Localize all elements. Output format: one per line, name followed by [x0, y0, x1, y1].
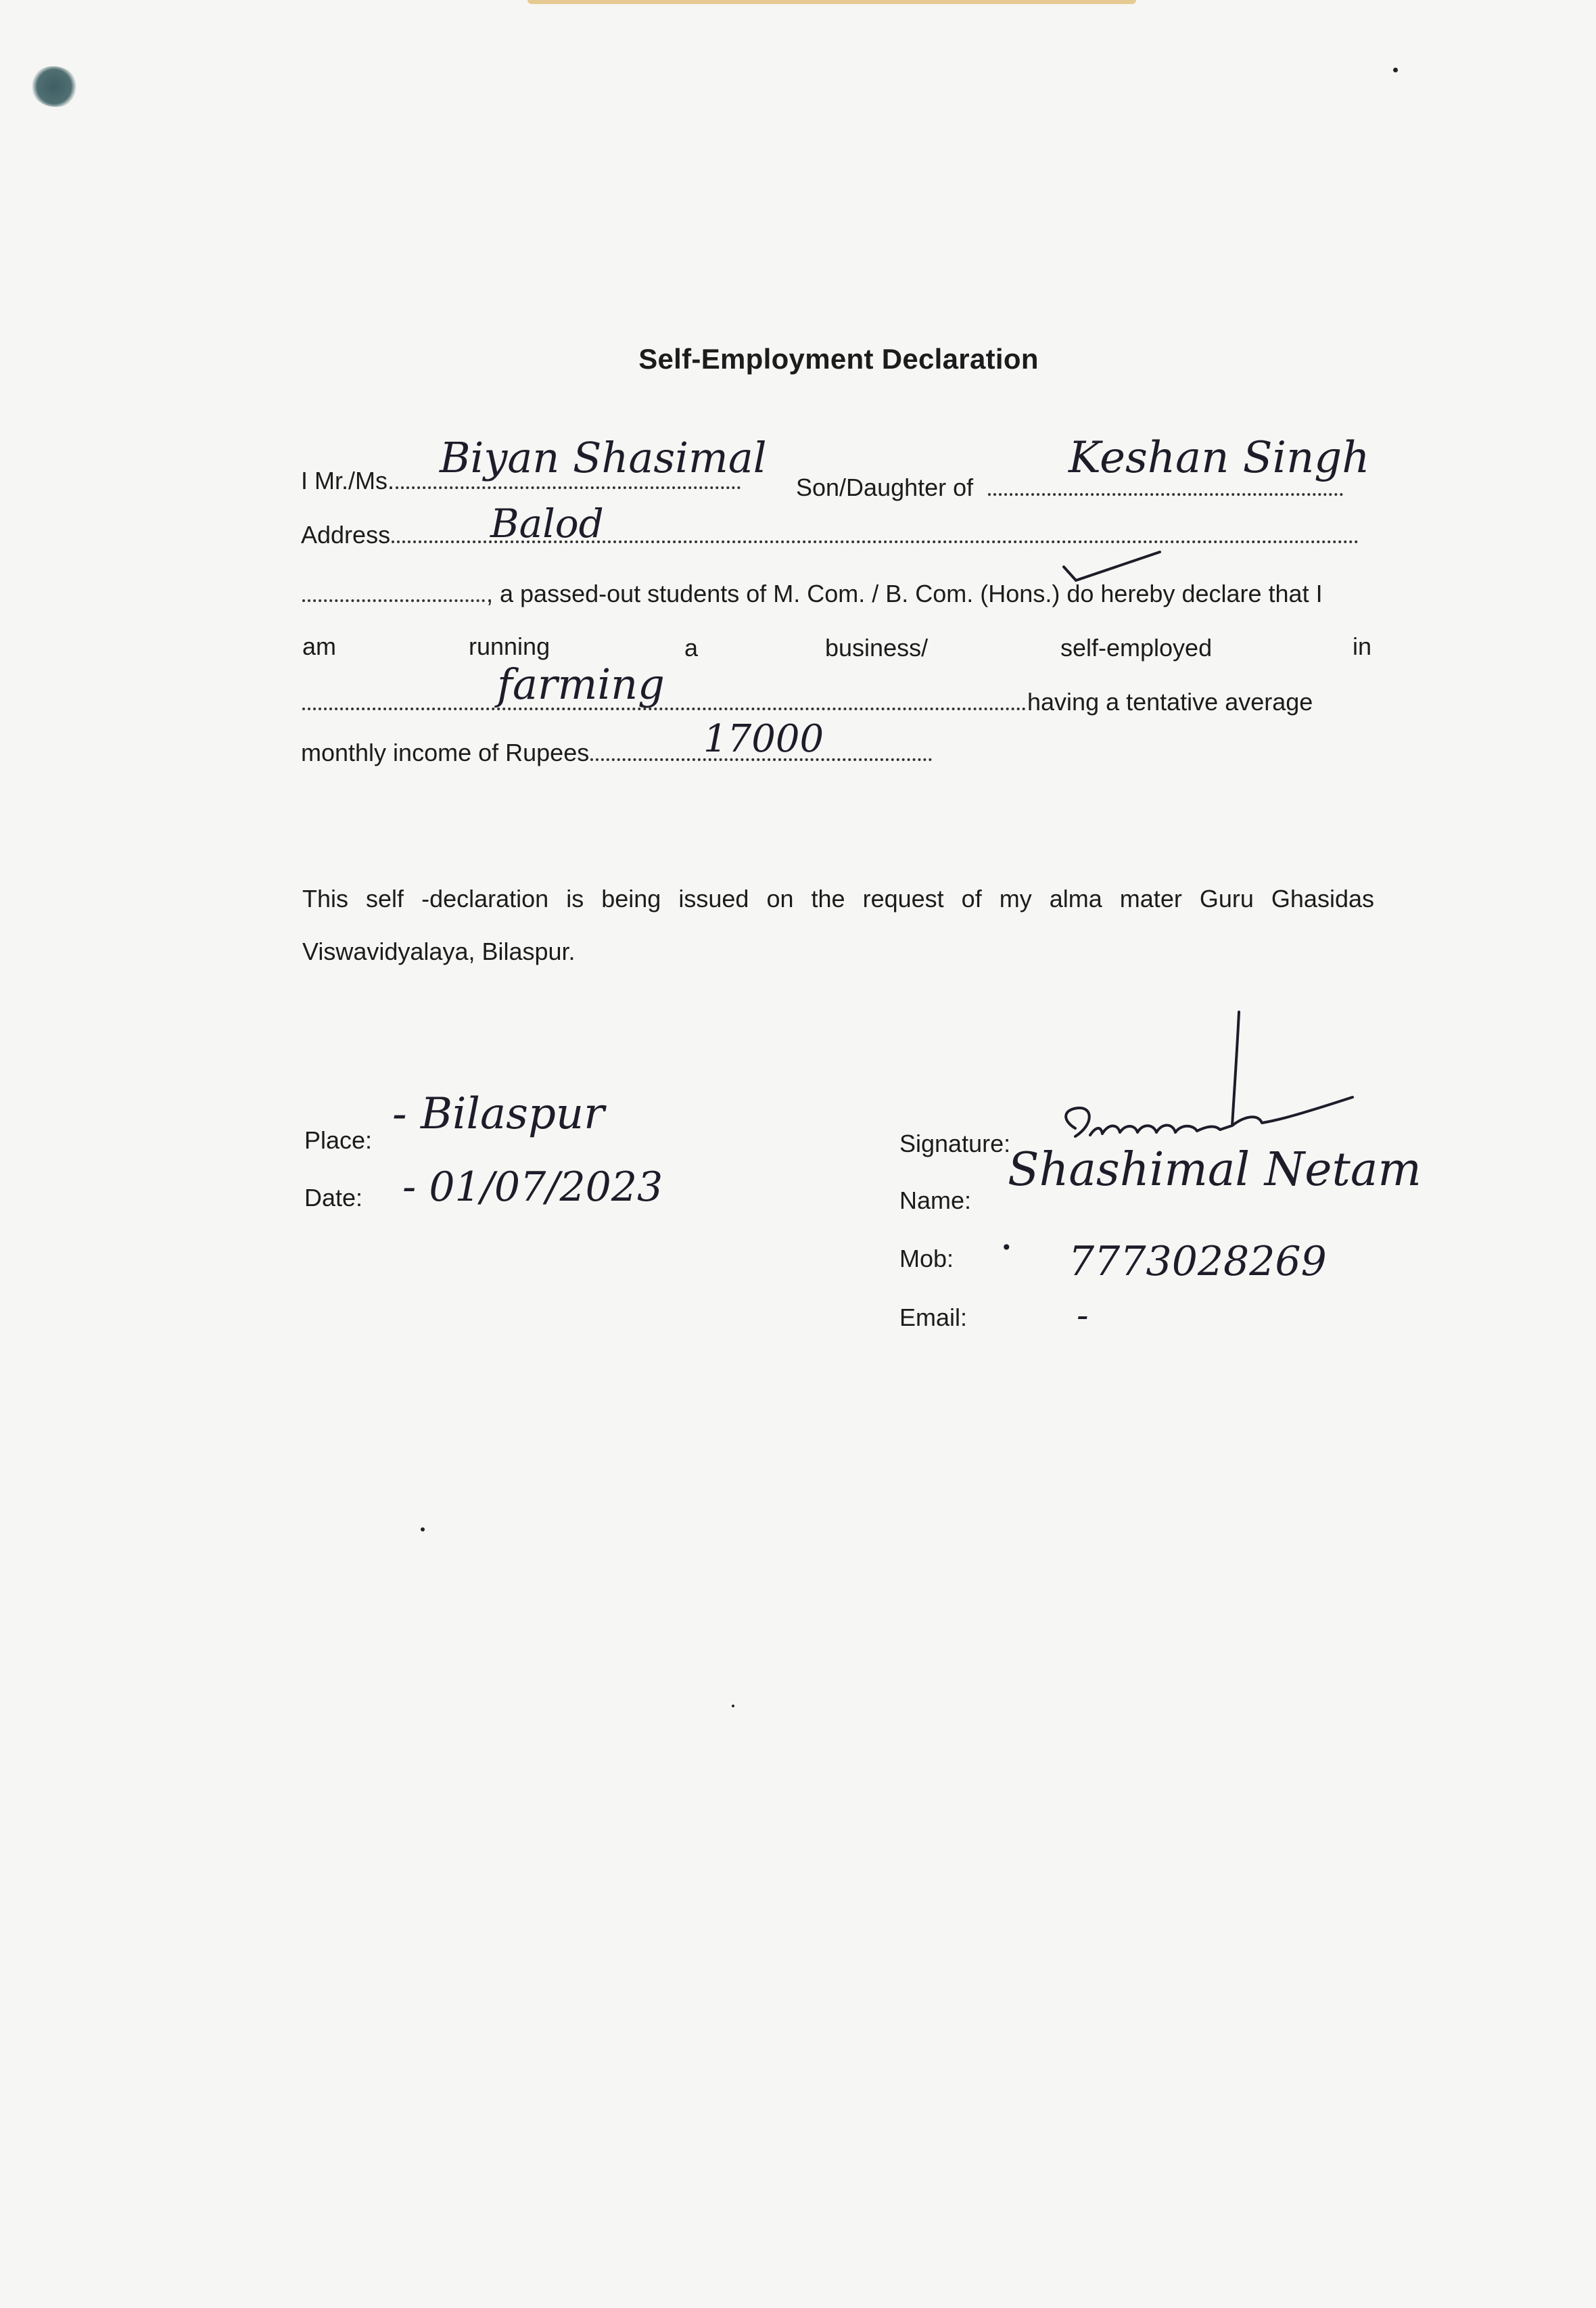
business-line-suffix: having a tentative average	[1027, 688, 1313, 716]
justified-word: running	[469, 632, 550, 660]
handwritten-date: - 01/07/2023	[402, 1163, 663, 1211]
paper-speck	[732, 1705, 734, 1707]
handwritten-income: 17000	[703, 717, 824, 761]
declaration-line-3	[301, 580, 1323, 608]
business-line	[301, 688, 1313, 716]
handwritten-email: -	[1077, 1295, 1089, 1336]
paper-speck	[1393, 68, 1398, 72]
document-title: Self-Employment Declaration	[638, 343, 1039, 375]
income-label: monthly income of Rupees	[301, 739, 590, 766]
signature-image	[1055, 1001, 1366, 1163]
declaration-note-line-1: This self -declaration is being issued on the request of my alma mater Guru Ghasidas	[302, 885, 1374, 913]
justified-word: am	[302, 632, 337, 660]
email-label: Email:	[899, 1303, 968, 1331]
justified-word: business/	[825, 634, 929, 662]
justified-word: self-employed	[1060, 634, 1213, 662]
handwritten-mobile: 7773028269	[1069, 1238, 1327, 1285]
handwritten-place: - Bilaspur	[392, 1089, 605, 1139]
relation-label: Son/Daughter of	[796, 474, 974, 501]
parent-blank	[988, 492, 1343, 496]
paper-edge-tint	[527, 0, 1136, 4]
address-line	[301, 521, 1360, 549]
handwritten-parent: Keshan Singh	[1069, 433, 1370, 483]
handwritten-name: Biyan Shasimal	[440, 433, 767, 482]
handwritten-signer-name: Shashimal Netam	[1008, 1143, 1422, 1197]
income-line	[301, 739, 933, 767]
checkmark-icon	[1058, 545, 1167, 586]
name-blank	[396, 486, 741, 489]
signature-label: Signature:	[899, 1130, 1011, 1157]
justified-word: a	[684, 634, 699, 662]
name-prefix-label: I Mr./Ms.	[301, 467, 394, 494]
name-label: Name:	[899, 1186, 972, 1214]
place-label: Place:	[304, 1126, 373, 1154]
ink-stain	[30, 66, 78, 107]
handwritten-address: Balod	[490, 501, 604, 547]
address-label: Address	[301, 521, 391, 549]
declaration-text-3: , a passed-out students of M. Com. / B. Com. (Hons.) do hereby declare that I	[486, 580, 1323, 607]
declaration-note-line-2: Viswavidyalaya, Bilaspur.	[302, 938, 576, 965]
handwritten-business: farming	[497, 660, 665, 709]
date-label: Date:	[304, 1184, 363, 1211]
mob-label: Mob:	[899, 1245, 954, 1272]
paper-speck	[421, 1527, 425, 1531]
continuation-blank	[302, 599, 485, 602]
bullet-mark: •	[1001, 1237, 1012, 1259]
justified-word: in	[1353, 632, 1372, 660]
